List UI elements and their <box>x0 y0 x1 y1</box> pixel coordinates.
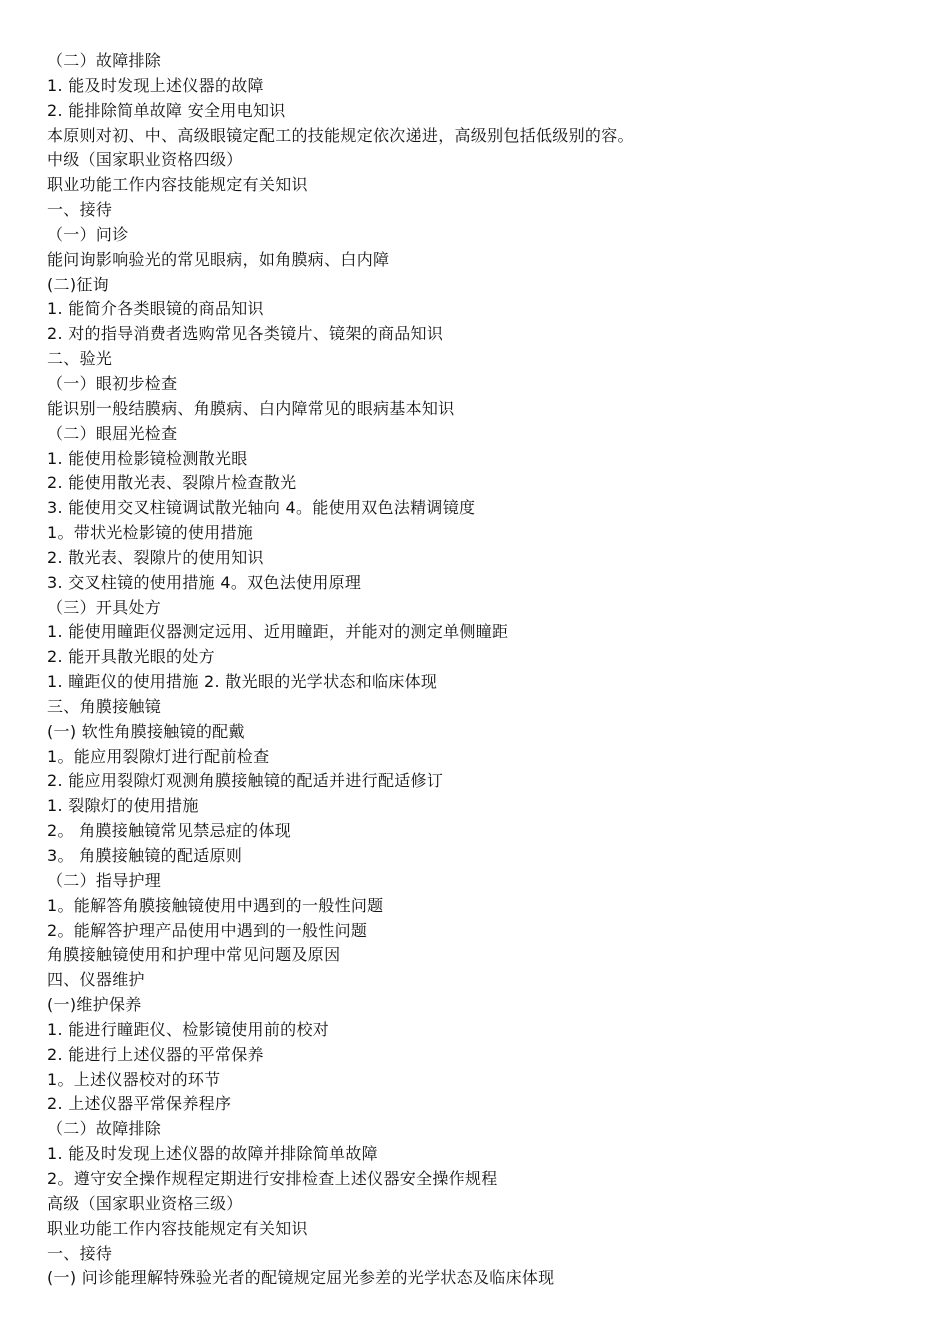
subsection-heading: (一)维护保养 <box>47 995 142 1015</box>
text-line: 1. 瞳距仪的使用措施 2. 散光眼的光学状态和临床体现 <box>47 672 438 692</box>
section-heading: 二、验光 <box>47 349 113 369</box>
text-line: 2. 散光表、裂隙片的使用知识 <box>47 547 264 567</box>
text-line: 1。能解答角膜接触镜使用中遇到的一般性问题 <box>47 895 384 915</box>
text-line: 职业功能工作内容技能规定有关知识 <box>47 175 308 195</box>
section-heading: 三、角膜接触镜 <box>47 696 162 716</box>
text-line: 2。能解答护理产品使用中遇到的一般性问题 <box>47 920 368 940</box>
subsection-heading: (一) 软性角膜接触镜的配戴 <box>47 721 245 741</box>
subsection-heading: （二）故障排除 <box>47 1119 162 1139</box>
subsection-heading: （三）开具处方 <box>47 597 162 617</box>
document-page <box>47 49 927 1291</box>
section-heading: 高级（国家职业资格三级） <box>47 1193 243 1213</box>
subsection-heading: (二)征询 <box>47 274 109 294</box>
text-line: 1. 能简介各类眼镜的商品知识 <box>47 299 264 319</box>
text-line: 2. 能开具散光眼的处方 <box>47 647 215 667</box>
text-line: 3。 角膜接触镜的配适原则 <box>47 846 243 865</box>
text-line: 2. 上述仪器平常保养程序 <box>47 1094 232 1114</box>
text-line: 1. 能及时发现上述仪器的故障并排除简单故障 <box>47 1144 378 1164</box>
text-line: 2. 能进行上述仪器的平常保养 <box>47 1044 264 1064</box>
section-heading: 一、接待 <box>47 1243 113 1263</box>
subsection-heading: （一）眼初步检查 <box>47 373 178 393</box>
text-line: 本原则对初、中、高级眼镜定配工的技能规定依次递进，高级别包括低级别的容。 <box>47 125 634 145</box>
text-line: 1. 裂隙灯的使用措施 <box>47 796 199 816</box>
text-line: 2. 对的指导消费者选购常见各类镜片、镜架的商品知识 <box>47 324 444 344</box>
text-line: 2. 能使用散光表、裂隙片检查散光 <box>47 473 297 493</box>
text-line: 1. 能使用瞳距仪器测定远用、近用瞳距，并能对的测定单侧瞳距 <box>47 622 509 642</box>
text-line: 2。 角膜接触镜常见禁忌症的体现 <box>47 821 292 841</box>
text-line: 能识别一般结膜病、角膜病、白内障常见的眼病基本知识 <box>47 398 455 418</box>
text-line: 角膜接触镜使用和护理中常见问题及原因 <box>47 945 341 965</box>
text-line: 3. 交叉柱镜的使用措施 4。双色法使用原理 <box>47 572 362 592</box>
text-line: 能问询影响验光的常见眼病，如角膜病、白内障 <box>47 249 390 269</box>
subsection-heading: （二）眼屈光检查 <box>47 423 178 443</box>
text-line: 1. 能进行瞳距仪、检影镜使用前的校对 <box>47 1019 330 1039</box>
text-line: 2. 能应用裂隙灯观测角膜接触镜的配适并进行配适修订 <box>47 771 444 791</box>
text-line: 2。遵守安全操作规程定期进行安排检查上述仪器安全操作规程 <box>47 1168 498 1188</box>
text-line: 1。带状光检影镜的使用措施 <box>47 523 254 543</box>
subsection-heading: （一）问诊 <box>47 224 129 244</box>
text-line: 1. 能使用检影镜检测散光眼 <box>47 448 248 468</box>
section-heading: 一、接待 <box>47 200 113 220</box>
text-line: (一) 问诊能理解特殊验光者的配镜规定屈光参差的光学状态及临床体现 <box>47 1268 555 1288</box>
text-line: 1。上述仪器校对的环节 <box>47 1069 221 1089</box>
text-line: 2. 能排除简单故障 安全用电知识 <box>47 100 286 120</box>
text-line: 1。能应用裂隙灯进行配前检查 <box>47 746 270 766</box>
subsection-heading: （二）指导护理 <box>47 870 162 890</box>
text-line: （二）故障排除 <box>47 51 162 70</box>
text-line: 1. 能及时发现上述仪器的故障 <box>47 75 264 95</box>
text-line: 职业功能工作内容技能规定有关知识 <box>47 1218 308 1238</box>
section-heading: 四、仪器维护 <box>47 970 145 990</box>
text-line: 3. 能使用交叉柱镜调试散光轴向 4。能使用双色法精调镜度 <box>47 498 476 518</box>
section-heading: 中级（国家职业资格四级） <box>47 150 243 170</box>
